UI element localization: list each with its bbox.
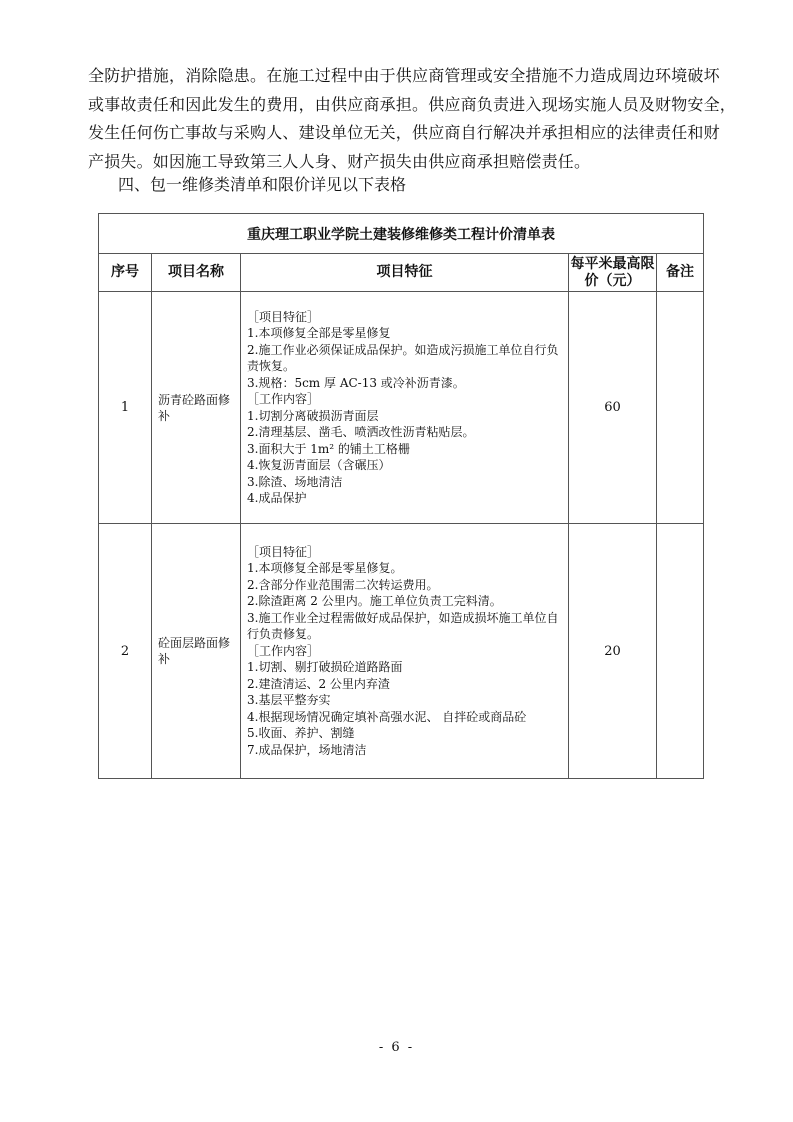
row-features — [241, 524, 569, 779]
table-row — [99, 524, 704, 779]
row-features — [241, 292, 569, 524]
feature-line: ［工作内容］ — [247, 392, 320, 406]
feature-line: 1.切割分离破损沥青面层 — [247, 408, 379, 423]
feature-line: 5.收面、养护、割缝 — [247, 726, 355, 741]
feature-line: 1.本项修复全部是零星修复。 — [247, 561, 403, 576]
feature-line: 3.规格：5cm 厚 AC-13 或冷补沥青漆。 — [247, 375, 465, 390]
row-index: 2 — [99, 524, 152, 779]
paragraph-line: 或事故责任和因此发生的费用，由供应商承担。供应商负责进入现场实施人员及财物安全， — [88, 94, 737, 114]
feature-line: 1.切割、剔打破损砼道路路面 — [247, 660, 403, 675]
feature-line: 4.根据现场情况确定填补高强水泥、 自拌砼或商品砼 — [247, 709, 527, 724]
feature-line: 2.施工作业必须保证成品保护。如造成污损施工单位自行负责恢复。 — [247, 342, 559, 373]
table-title: 重庆理工职业学院土建装修维修类工程计价清单表 — [99, 214, 704, 254]
header-note: 备注 — [657, 254, 704, 292]
feature-line: 4.恢复沥青面层（含碾压） — [247, 458, 391, 472]
row-name: 砼面层路面修补 — [152, 524, 241, 779]
row-name: 沥青砼路面修补 — [152, 292, 241, 524]
section-heading: 四、包一维修类清单和限价详见以下表格 — [118, 175, 407, 194]
feature-line: 3.施工作业全过程需做好成品保护，如造成损坏施工单位自行负责修复。 — [247, 610, 559, 642]
row-price: 20 — [569, 524, 657, 779]
pricing-table — [98, 213, 704, 779]
header-name: 项目名称 — [152, 254, 241, 292]
body-paragraph — [88, 62, 737, 176]
feature-line: ［工作内容］ — [247, 643, 320, 658]
row-note — [657, 524, 704, 779]
row-price: 60 — [569, 292, 657, 524]
feature-line: ［项目特征］ — [247, 544, 320, 559]
paragraph-line: 全防护措施，消除隐患。在施工过程中由于供应商管理或安全措施不力造成周边环境破坏 — [88, 66, 720, 85]
feature-line: 3.除渣、场地清洁 — [247, 474, 343, 489]
header-price: 每平米最高限价（元） — [569, 254, 657, 292]
feature-line: 7.成品保护，场地清洁 — [247, 742, 367, 757]
paragraph-line: 产损失。如因施工导致第三人人身、财产损失由供应商承担赔偿责任。 — [88, 151, 591, 171]
row-index: 1 — [99, 292, 152, 524]
feature-line: 3.基层平整夯实 — [247, 693, 331, 708]
feature-line: ［项目特征］ — [247, 309, 320, 324]
table-header-row — [99, 254, 704, 292]
feature-line: 2.含部分作业范围需二次转运费用。 — [247, 577, 439, 592]
feature-line: 1.本项修复全部是零星修复 — [247, 326, 391, 340]
row-note — [657, 292, 704, 524]
feature-line: 4.成品保护 — [247, 491, 307, 505]
table-row — [99, 292, 704, 524]
feature-line: 2.清理基层、凿毛、喷洒改性沥青粘贴层。 — [247, 425, 475, 439]
page-number: - 6 - — [378, 1040, 415, 1055]
paragraph-line: 发生任何伤亡事故与采购人、建设单位无关，供应商自行解决并承担相应的法律责任和财 — [88, 123, 720, 142]
header-index: 序号 — [99, 254, 152, 292]
header-features: 项目特征 — [241, 254, 569, 292]
feature-line: 2.建渣清运、2 公里内弃渣 — [247, 676, 390, 691]
feature-line: 2.除渣距离 2 公里内。施工单位负责工完料清。 — [247, 594, 502, 609]
table-title-row — [99, 214, 704, 254]
feature-line: 3.面积大于 1m² 的铺土工格栅 — [247, 441, 410, 456]
